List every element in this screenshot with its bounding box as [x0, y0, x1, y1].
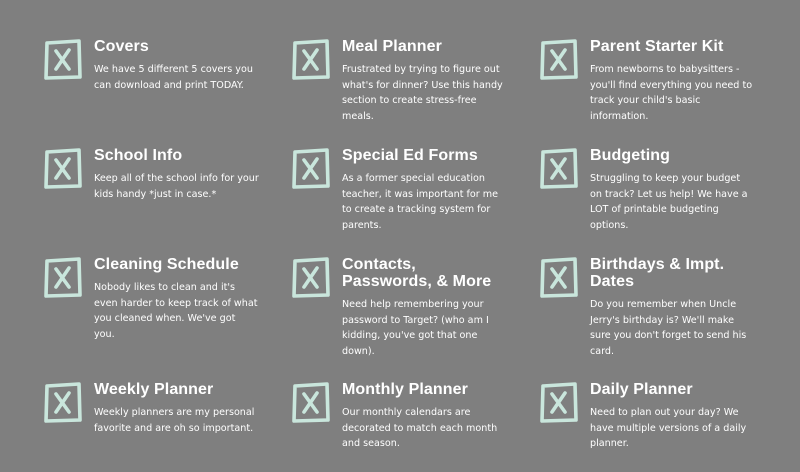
checkbox-x-icon [290, 381, 332, 425]
feature-text [590, 256, 755, 359]
feature-description: Nobody likes to clean and it's even harder to keep track of what you cleaned when. We've got you. [94, 282, 258, 340]
feature-text [94, 147, 259, 202]
feature-title[interactable]: Weekly Planner [94, 381, 214, 398]
feature-text [94, 256, 259, 342]
feature-description: Need help remembering your password to Target? (who am I kidding, you've got that one down). [342, 299, 489, 357]
feature-description: Keep all of the school info for your kids handy *just in case.* [94, 173, 259, 200]
feature-title[interactable]: Special Ed Forms [342, 147, 478, 164]
feature-description: Weekly planners are my personal favorite and are oh so important. [94, 407, 255, 434]
feature-text [94, 38, 259, 93]
feature-text [342, 381, 507, 452]
feature-description: Frustrated by trying to figure out what's for dinner? Use this handy section to create stress-free meals. [342, 64, 503, 122]
checkbox-x-icon [290, 256, 332, 300]
checkbox-x-icon [42, 256, 84, 300]
feature-title[interactable]: Covers [94, 38, 149, 55]
checkbox-x-icon [538, 147, 580, 191]
feature-title[interactable]: Meal Planner [342, 38, 442, 55]
feature-title[interactable]: Contacts, Passwords, & More [342, 256, 492, 290]
feature-text [342, 38, 507, 124]
checkbox-x-icon [42, 381, 84, 425]
feature-title[interactable]: Daily Planner [590, 381, 693, 398]
feature-text [590, 381, 755, 452]
checkbox-x-icon [538, 256, 580, 300]
checkbox-x-icon [42, 38, 84, 82]
feature-text [590, 147, 755, 233]
feature-title[interactable]: Cleaning Schedule [94, 256, 239, 273]
feature-description: From newborns to babysitters - you'll find everything you need to track your child's basic information. [590, 64, 753, 122]
checkbox-x-icon [538, 381, 580, 425]
feature-title[interactable]: Birthdays & Impt. Dates [590, 256, 725, 290]
checkbox-x-icon [290, 38, 332, 82]
feature-description: As a former special education teacher, it was important for me to create a tracking system for parents. [342, 173, 499, 231]
feature-text [342, 256, 507, 359]
checkbox-x-icon [538, 38, 580, 82]
checkbox-x-icon [42, 147, 84, 191]
feature-title[interactable]: Budgeting [590, 147, 670, 164]
feature-title[interactable]: Monthly Planner [342, 381, 468, 398]
checkbox-x-icon [290, 147, 332, 191]
feature-description: Our monthly calendars are decorated to match each month and season. [342, 407, 498, 449]
feature-title[interactable]: School Info [94, 147, 183, 164]
feature-description: Do you remember when Uncle Jerry's birthday is? We'll make sure you don't forget to send his card. [590, 299, 747, 357]
feature-title[interactable]: Parent Starter Kit [590, 38, 724, 55]
feature-description: Struggling to keep your budget on track? Let us help! We have a LOT of printable budgeting options. [590, 173, 748, 231]
feature-text [342, 147, 507, 233]
feature-text [590, 38, 755, 124]
feature-text [94, 381, 259, 436]
feature-description: We have 5 different 5 covers you can download and print TODAY. [94, 64, 253, 91]
feature-description: Need to plan out your day? We have multiple versions of a daily planner. [590, 407, 747, 449]
